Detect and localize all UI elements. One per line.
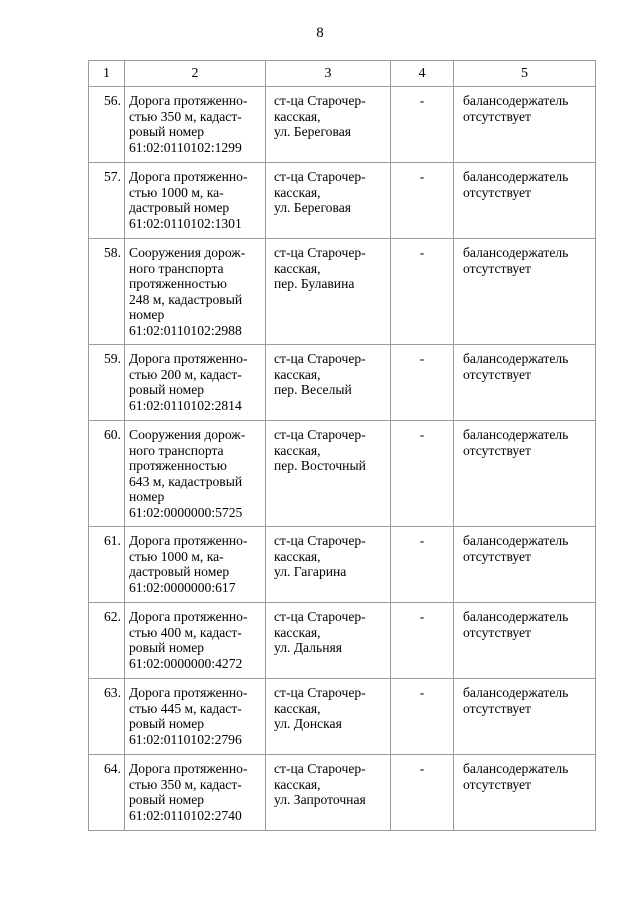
balance-holder-cell [454, 345, 596, 421]
object-name-line: 61:02:0110102:2814 [129, 397, 242, 413]
table-row [89, 527, 596, 603]
row-number: 57. [89, 163, 125, 239]
table-row [89, 239, 596, 345]
object-name-line: ного транспорта [129, 260, 224, 276]
address-cell [266, 679, 391, 755]
object-name-cell [125, 527, 266, 603]
address-line: пер. Восточный [274, 458, 366, 474]
address-line: ст-ца Старочер- [274, 169, 366, 184]
object-name-line: 61:02:0000000:5725 [129, 504, 243, 520]
object-name-cell [125, 679, 266, 755]
address-line: пер. Веселый [274, 382, 352, 398]
balance-holder-line: балансодержатель [463, 427, 569, 442]
balance-holder-line: балансодержатель [463, 245, 569, 260]
row-number: 60. [89, 421, 125, 527]
table-row [89, 345, 596, 421]
address-cell [266, 603, 391, 679]
object-name-line: 643 м, кадастровый [129, 473, 243, 489]
balance-holder-line: отсутствует [463, 624, 532, 640]
balance-holder-line: отсутствует [463, 366, 532, 382]
row-number: 64. [89, 755, 125, 831]
address-cell [266, 421, 391, 527]
object-name-line: ровый номер [129, 792, 205, 808]
row-number: 63. [89, 679, 125, 755]
balance-holder-line: отсутствует [463, 260, 532, 276]
object-name-cell [125, 603, 266, 679]
object-name-line: стью 200 м, кадаст- [129, 366, 242, 382]
address-line: касская, [274, 776, 321, 792]
address-line: касская, [274, 184, 321, 200]
column-4-value: - [391, 345, 454, 421]
object-name-line: протяженностью [129, 276, 227, 292]
address-cell [266, 527, 391, 603]
address-line: касская, [274, 700, 321, 716]
balance-holder-cell [454, 163, 596, 239]
address-line: ст-ца Старочер- [274, 93, 366, 108]
object-name-line: 248 м, кадастровый [129, 291, 243, 307]
table-row [89, 603, 596, 679]
address-line: ул. Дальняя [274, 640, 342, 656]
address-line: ст-ца Старочер- [274, 427, 366, 442]
address-line: ст-ца Старочер- [274, 609, 366, 624]
address-line: ст-ца Старочер- [274, 351, 366, 366]
object-name-line: номер [129, 489, 165, 505]
row-number: 58. [89, 239, 125, 345]
column-header-2: 2 [125, 61, 266, 87]
object-name-line: Дорога протяженно- [129, 533, 248, 548]
object-name-line: ровый номер [129, 124, 205, 140]
table-body [89, 87, 596, 831]
table-row [89, 163, 596, 239]
object-name-line: 61:02:0000000:617 [129, 579, 236, 595]
object-name-line: 61:02:0110102:1301 [129, 215, 242, 231]
address-line: ул. Гагарина [274, 564, 347, 580]
object-name-line: ровый номер [129, 382, 205, 398]
object-name-cell [125, 345, 266, 421]
address-line: ул. Береговая [274, 200, 352, 216]
road-registry-table [88, 60, 596, 831]
address-line: ул. Донская [274, 716, 342, 732]
balance-holder-line: отсутствует [463, 108, 532, 124]
column-4-value: - [391, 87, 454, 163]
balance-holder-line: балансодержатель [463, 169, 569, 184]
balance-holder-line: балансодержатель [463, 685, 569, 700]
address-line: ст-ца Старочер- [274, 245, 366, 260]
address-cell [266, 755, 391, 831]
object-name-line: 61:02:0110102:2740 [129, 807, 242, 823]
object-name-line: 61:02:0110102:2988 [129, 322, 242, 338]
object-name-line: Дорога протяженно- [129, 685, 248, 700]
object-name-line: стью 400 м, кадаст- [129, 624, 242, 640]
balance-holder-line: отсутствует [463, 548, 532, 564]
balance-holder-line: балансодержатель [463, 761, 569, 776]
balance-holder-line: балансодержатель [463, 351, 569, 366]
balance-holder-cell [454, 421, 596, 527]
address-cell [266, 239, 391, 345]
balance-holder-line: отсутствует [463, 776, 532, 792]
table-header-row [89, 61, 596, 87]
column-header-1: 1 [89, 61, 125, 87]
balance-holder-line: отсутствует [463, 700, 532, 716]
address-cell [266, 87, 391, 163]
address-line: ст-ца Старочер- [274, 685, 366, 700]
table-row [89, 421, 596, 527]
object-name-line: Дорога протяженно- [129, 351, 248, 366]
balance-holder-line: балансодержатель [463, 609, 569, 624]
object-name-line: 61:02:0110102:2796 [129, 731, 242, 747]
row-number: 61. [89, 527, 125, 603]
object-name-line: стью 445 м, кадаст- [129, 700, 242, 716]
address-cell [266, 345, 391, 421]
address-line: касская, [274, 624, 321, 640]
object-name-cell [125, 755, 266, 831]
balance-holder-cell [454, 755, 596, 831]
address-line: касская, [274, 108, 321, 124]
object-name-line: ровый номер [129, 716, 205, 732]
column-header-4: 4 [391, 61, 454, 87]
column-4-value: - [391, 527, 454, 603]
table-row [89, 755, 596, 831]
column-4-value: - [391, 421, 454, 527]
address-cell [266, 163, 391, 239]
address-line: ул. Береговая [274, 124, 352, 140]
object-name-line: 61:02:0110102:1299 [129, 139, 242, 155]
column-4-value: - [391, 239, 454, 345]
object-name-line: дастровый номер [129, 200, 230, 216]
address-line: касская, [274, 366, 321, 382]
balance-holder-line: балансодержатель [463, 533, 569, 548]
table-row [89, 679, 596, 755]
column-header-3: 3 [266, 61, 391, 87]
object-name-line: 61:02:0000000:4272 [129, 655, 243, 671]
row-number: 56. [89, 87, 125, 163]
object-name-line: стью 1000 м, ка- [129, 548, 224, 564]
object-name-line: Сооружения дорож- [129, 245, 246, 260]
object-name-line: стью 350 м, кадаст- [129, 776, 242, 792]
object-name-line: ного транспорта [129, 442, 224, 458]
row-number: 62. [89, 603, 125, 679]
row-number: 59. [89, 345, 125, 421]
balance-holder-cell [454, 527, 596, 603]
object-name-line: стью 1000 м, ка- [129, 184, 224, 200]
balance-holder-cell [454, 239, 596, 345]
address-line: ст-ца Старочер- [274, 761, 366, 776]
object-name-cell [125, 239, 266, 345]
object-name-line: Дорога протяженно- [129, 609, 248, 624]
address-line: касская, [274, 548, 321, 564]
column-4-value: - [391, 603, 454, 679]
address-line: ул. Запроточная [274, 792, 366, 808]
object-name-line: дастровый номер [129, 564, 230, 580]
column-4-value: - [391, 679, 454, 755]
object-name-cell [125, 421, 266, 527]
address-line: касская, [274, 260, 321, 276]
object-name-line: ровый номер [129, 640, 205, 656]
page-number: 8 [316, 25, 324, 41]
object-name-line: протяженностью [129, 458, 227, 474]
object-name-line: Дорога протяженно- [129, 169, 248, 184]
balance-holder-cell [454, 87, 596, 163]
address-line: касская, [274, 442, 321, 458]
object-name-line: Дорога протяженно- [129, 761, 248, 776]
column-header-5: 5 [454, 61, 596, 87]
address-line: пер. Булавина [274, 276, 355, 292]
column-4-value: - [391, 755, 454, 831]
balance-holder-line: отсутствует [463, 184, 532, 200]
address-line: ст-ца Старочер- [274, 533, 366, 548]
object-name-line: номер [129, 307, 165, 323]
object-name-cell [125, 87, 266, 163]
object-name-cell [125, 163, 266, 239]
balance-holder-cell [454, 679, 596, 755]
table-row [89, 87, 596, 163]
balance-holder-line: балансодержатель [463, 93, 569, 108]
balance-holder-line: отсутствует [463, 442, 532, 458]
object-name-line: Сооружения дорож- [129, 427, 246, 442]
column-4-value: - [391, 163, 454, 239]
object-name-line: стью 350 м, кадаст- [129, 108, 242, 124]
balance-holder-cell [454, 603, 596, 679]
object-name-line: Дорога протяженно- [129, 93, 248, 108]
